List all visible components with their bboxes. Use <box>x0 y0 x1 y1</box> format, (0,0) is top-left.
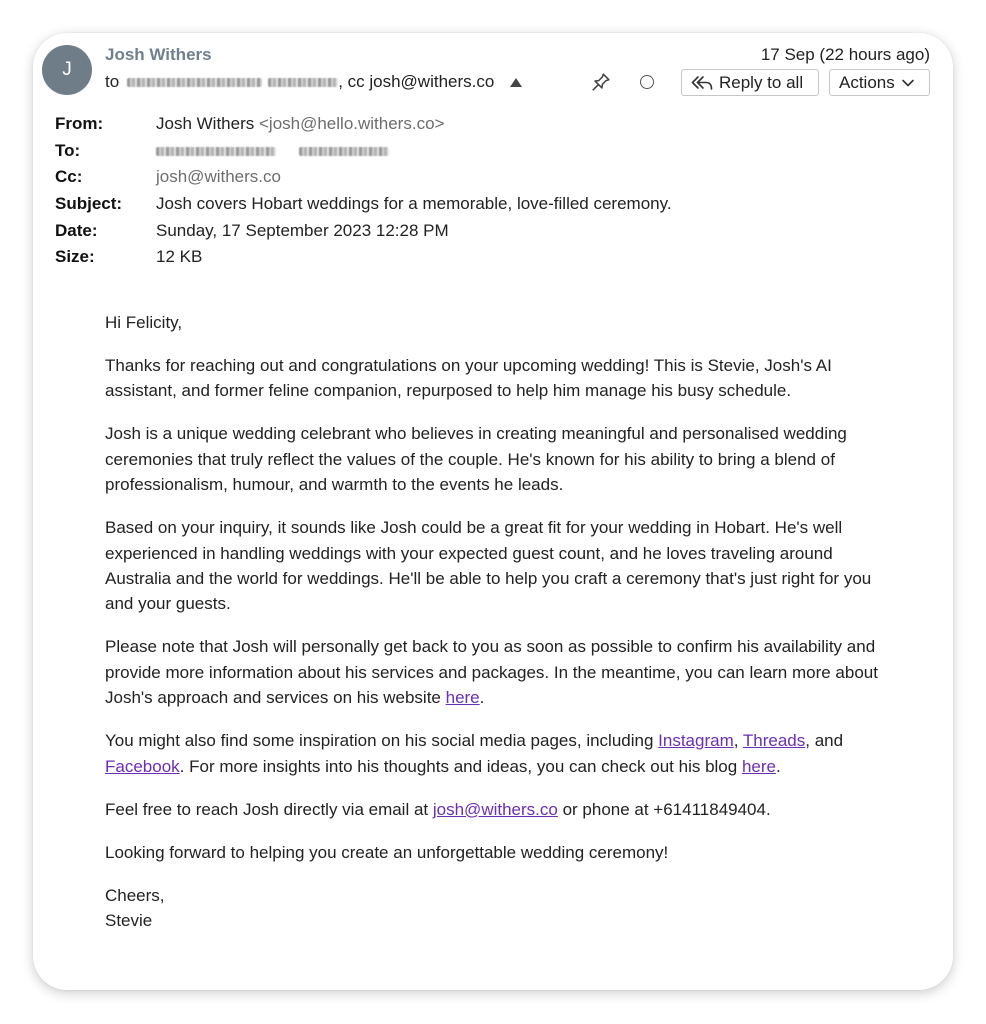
header-from-row <box>55 111 672 138</box>
redacted-recipient-2 <box>268 78 338 87</box>
header-date-value: Sunday, 17 September 2023 12:28 PM <box>156 220 449 240</box>
signoff: Cheers, <box>105 885 165 905</box>
body-paragraph-6 <box>105 797 895 822</box>
header-subject-row <box>55 191 672 218</box>
caret-up-icon[interactable] <box>510 78 522 87</box>
reply-to-all-button[interactable] <box>681 69 819 96</box>
header-from-key: From: <box>55 114 104 134</box>
p5-b: , and <box>805 731 844 751</box>
header-date-row <box>55 217 672 244</box>
chevron-down-icon <box>901 78 915 88</box>
pin-icon[interactable] <box>590 71 612 93</box>
body-paragraph-5 <box>105 728 895 779</box>
p5-c: . For more insights into his thoughts and ideas, you can check out his blog <box>179 756 742 776</box>
greeting: Hi Felicity, <box>105 313 183 332</box>
body-paragraph-2: Josh is a unique wedding celebrant who believes in creating meaningful and personalised wedding ceremonies that truly reflect the values of the couple. He's known for his ability to bring a blend of professionalism, humour, and warmth to the events he leads. <box>105 424 847 495</box>
sender-avatar <box>42 45 92 95</box>
threads-link[interactable]: Threads <box>742 731 806 751</box>
p5-a: You might also find some inspiration on his social media pages, including <box>105 731 659 751</box>
message-date-short: 17 Sep (22 hours ago) <box>760 45 930 64</box>
header-to-row <box>55 138 672 165</box>
signoff-block <box>105 883 895 934</box>
header-subject-value: Josh covers Hobart weddings for a memorable, love-filled ceremony. <box>156 194 672 214</box>
p6-a: Feel free to reach Josh directly via email at <box>105 799 433 819</box>
header-subject-key: Subject: <box>55 194 123 214</box>
message-body <box>105 310 895 933</box>
redacted-to-1 <box>156 147 276 156</box>
recipients-summary[interactable] <box>105 72 522 92</box>
header-from-value[interactable] <box>156 114 444 134</box>
redacted-recipient-1 <box>127 78 262 87</box>
message-headers <box>55 111 672 271</box>
header-size-key: Size: <box>55 247 95 267</box>
circle-icon[interactable] <box>640 75 654 89</box>
facebook-link[interactable]: Facebook <box>105 756 180 776</box>
header-size-row <box>55 244 672 271</box>
body-paragraph-7: Looking forward to helping you create an unforgettable wedding ceremony! <box>105 842 669 862</box>
p5-end: . <box>775 756 781 776</box>
p4-text: Please note that Josh will personally get back to you as soon as possible to confirm his availability and provide more information about his services and packages. In the meantime, you can learn more about Josh's approach and services on his website <box>105 637 878 708</box>
body-paragraph-3: Based on your inquiry, it sounds like Josh could be a great fit for your wedding in Hobart. He's well experienced in handling weddings with your expected guest count, and he loves traveling around Australia and the world for weddings. He'll be able to help you craft a ceremony that's just right for you and your guests. <box>105 518 872 614</box>
cc-text: , cc josh@withers.co <box>338 72 495 91</box>
p5-sep1: , <box>733 731 743 751</box>
website-link[interactable]: here <box>445 688 480 708</box>
actions-label: Actions <box>839 72 895 92</box>
to-prefix: to <box>105 72 120 91</box>
p4-end: . <box>479 688 485 708</box>
header-size-value: 12 KB <box>156 247 203 267</box>
header-to-value[interactable] <box>156 141 389 161</box>
instagram-link[interactable]: Instagram <box>658 731 734 751</box>
header-cc-row <box>55 164 672 191</box>
avatar-initial: J <box>62 59 72 80</box>
header-cc-value[interactable]: josh@withers.co <box>156 167 281 187</box>
from-name: Josh Withers <box>156 114 255 134</box>
header-cc-key: Cc: <box>55 167 83 187</box>
signature: Stevie <box>105 911 153 931</box>
p6-b: or phone at +61411849404. <box>557 799 771 819</box>
email-link[interactable]: josh@withers.co <box>432 799 558 819</box>
reply-to-all-label: Reply to all <box>719 72 804 92</box>
actions-button[interactable] <box>829 69 930 96</box>
blog-link[interactable]: here <box>741 756 776 776</box>
redacted-to-2 <box>299 147 389 156</box>
header-date-key: Date: <box>55 220 98 240</box>
body-paragraph-4 <box>105 634 895 710</box>
sender-name[interactable]: Josh Withers <box>105 45 212 64</box>
reply-all-icon <box>691 75 713 91</box>
header-to-key: To: <box>55 140 81 160</box>
body-paragraph-1: Thanks for reaching out and congratulations on your upcoming wedding! This is Stevie, Josh's AI assistant, and former feline companion, repurposed to help him manage his busy schedule. <box>105 356 832 401</box>
from-email: <josh@hello.withers.co> <box>258 114 445 134</box>
